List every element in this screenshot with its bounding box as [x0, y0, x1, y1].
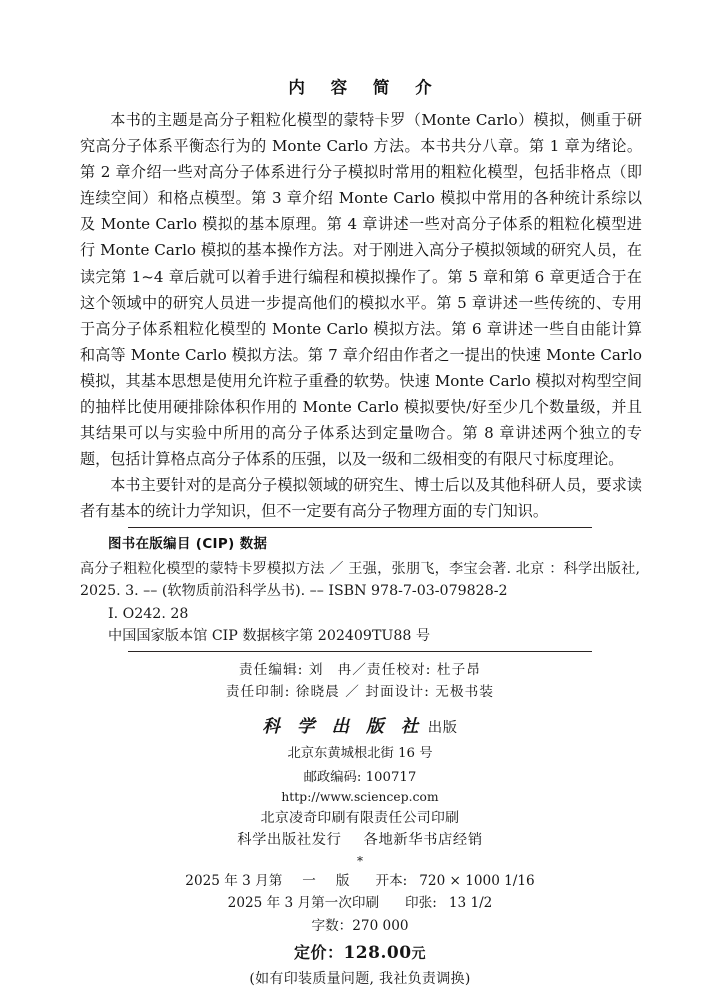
- sheets-value: 13 1/2: [448, 895, 493, 912]
- edition-number: 一: [302, 873, 316, 889]
- price-unit: 元: [411, 946, 427, 963]
- retail-channel: 各地新华书店经销: [363, 832, 483, 848]
- edition-word: 版: [335, 873, 350, 889]
- responsible-proofreader: 冉／责任校对: 杜子昂: [337, 662, 481, 678]
- imprint-block: [0, 660, 720, 991]
- publisher-address: 北京东黄城根北街 16 号: [287, 746, 433, 762]
- wordcount-line: [0, 915, 720, 937]
- cip-heading: 图书在版编目 (CIP) 数据: [108, 537, 268, 552]
- wordcount-value: 270 000: [352, 917, 409, 934]
- abstract-body: [80, 107, 642, 525]
- publisher-url: http://www.sciencep.com: [281, 790, 439, 804]
- divider-top: [128, 527, 592, 528]
- page-title: 内 容 简 介: [288, 78, 442, 97]
- abstract-paragraph: 本书主要针对的是高分子模拟领域的研究生、博士后以及其他科研人员，要求读者有基本的统计力学知识，但不一定要有高分子物理方面的专门知识。: [80, 476, 642, 521]
- price-amount: 128.00: [343, 943, 412, 964]
- distribution-line: [0, 829, 720, 852]
- publisher-line: [0, 714, 720, 741]
- publisher-postcode: 邮政编码: 100717: [303, 769, 417, 785]
- sheets-label: 印张:: [405, 895, 437, 912]
- cip-registry-number: 中国国家版本馆 CIP 数据核字第 202409TU88 号: [108, 628, 431, 645]
- printer-name: 北京凌奇印刷有限责任公司印刷: [260, 810, 460, 826]
- quality-notice: (如有印装质量问题, 我社负责调换): [249, 971, 471, 988]
- responsible-editor: 责任编辑: 刘: [239, 662, 324, 678]
- price-line: [0, 940, 720, 967]
- print-date: 2025 年 3 月第一次印刷: [227, 895, 380, 912]
- format-label: 开本:: [375, 873, 408, 889]
- cip-block: [80, 534, 640, 648]
- editor-line: [0, 660, 720, 682]
- wordcount-label: 字数：: [311, 917, 353, 934]
- publisher-suffix: 出版: [427, 720, 458, 737]
- format-value: 720 × 1000 1/16: [419, 873, 535, 889]
- edition-date: 2025 年 3 月第: [185, 873, 283, 889]
- divider-bottom: [128, 651, 592, 652]
- cip-entry: 高分子粗粒化模型的蒙特卡罗模拟方法 ／ 王强，张朋飞，李宝会著. 北京 ：科学出版社, 2025. 3. –– (软物质前沿科学丛书). –– ISBN 978-7-03-079828-2: [80, 560, 640, 600]
- cip-classification: Ⅰ. O242. 28: [108, 605, 189, 622]
- edition-line: [0, 870, 720, 892]
- price-label: 定价：: [293, 943, 344, 963]
- distributor: 科学出版社发行: [237, 832, 342, 848]
- production-line: 责任印制: 徐晓晨 ／ 封面设计: 无极书装: [225, 683, 495, 700]
- abstract-paragraph: 本书的主题是高分子粗粒化模型的蒙特卡罗（Monte Carlo）模拟，侧重于研究高分子体系平衡态行为的 Monte Carlo 方法。本书共分八章。第 1 章为绪论。第 2 章介绍一些对高分子体系进行分子模拟时常用的粗粒化模型，包括非格点（即连续空间）和格点模型。第 3 章介绍 Monte Carlo 模拟中常用的各种统计系综以及 Monte Carlo 模拟的基本原理。第 4 章讲述一些对高分子体系的粗粒化模型进行 Monte Carlo 模拟的基本操作方法。对于刚进入高分子模拟领域的研究人员，在读完第 1~4 章后就可以着手进行编程和模拟操作了。第 5 章和第 6 章更适合于在这个领域中的研究人员进一步提高他们的模拟水平。第 5 章讲述一些传统的、专用于高分子体系粗粒化模型的 Monte Carlo 模拟方法。第 6 章讲述一些自由能计算和高等 Monte Carlo 模拟方法。第 7 章介绍由作者之一提出的快速 Monte Carlo 模拟，其基本思想是使用允许粒子重叠的软势。快速 Monte Carlo 模拟对构型空间的抽样比使用硬排除体积作用的 Monte Carlo 模拟要快/好至少几个数量级，并且其结果可以与实验中所用的高分子体系达到定量吻合。第 8 章讲述两个独立的专题，包括计算格点高分子体系的压强，以及一级和二级相变的有限尺寸标度理论。: [80, 111, 642, 469]
- asterisk-separator: *: [357, 854, 363, 868]
- publisher-logo: 科 学 出 版 社: [262, 717, 424, 738]
- print-run-line: [0, 892, 720, 914]
